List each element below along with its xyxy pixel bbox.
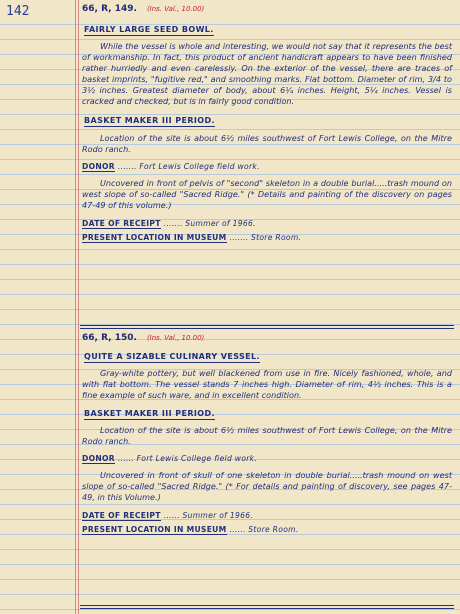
entry-divider — [80, 325, 454, 329]
margin-line — [75, 0, 79, 614]
entry-location: Location of the site is about 6½ miles southwest of Fort Lewis College, on the Mitre Rodo ranch. — [82, 133, 452, 154]
present-location-value: Store Room. — [250, 233, 302, 242]
present-location-value: Store Room. — [248, 525, 299, 534]
entry-discovery: Uncovered in front of pelvis of "second" skeleton in a double burial.....trash mound on west slope of so-called "Sacred Ridge." (* Details and painting of the discovery on pages 47-49 of this volume.) — [82, 178, 452, 210]
page-number: 142 — [6, 4, 30, 19]
receipt-row: DATE OF RECEIPT ....... Summer of 1966. — [82, 219, 256, 228]
donor-row: DONOR ...... Fort Lewis College field work. — [82, 454, 258, 463]
receipt-value: Summer of 1966. — [185, 219, 256, 228]
catalog-header — [82, 4, 452, 15]
receipt-label: DATE OF RECEIPT — [82, 219, 161, 228]
entry-period: BASKET MAKER III PERIOD. — [84, 116, 215, 125]
insured-valuation: (Ins. Val., 10.00) — [146, 334, 205, 342]
donor-value: Fort Lewis College field work. — [139, 162, 260, 171]
donor-label: DONOR — [82, 454, 115, 463]
donor-value: Fort Lewis College field work. — [136, 454, 258, 463]
insured-valuation: (Ins. Val., 10.00) — [146, 5, 205, 13]
receipt-row: DATE OF RECEIPT ...... Summer of 1966. — [82, 511, 254, 520]
present-location-row: PRESENT LOCATION IN MUSEUM ...... Store Room. — [82, 525, 299, 534]
present-location-label: PRESENT LOCATION IN MUSEUM — [82, 525, 227, 534]
page-bottom-rule — [80, 605, 454, 609]
receipt-value: Summer of 1966. — [182, 511, 254, 520]
donor-row: DONOR ....... Fort Lewis College field work. — [82, 162, 260, 171]
catalog-header — [82, 333, 452, 344]
entry-title: QUITE A SIZABLE CULINARY VESSEL. — [84, 352, 260, 361]
entry-location: Location of the site is about 6½ miles southwest of Fort Lewis College, on the Mitre Rodo ranch. — [82, 425, 452, 446]
receipt-label: DATE OF RECEIPT — [82, 511, 161, 520]
catalog-entry — [82, 4, 452, 243]
donor-label: DONOR — [82, 162, 115, 171]
present-location-row: PRESENT LOCATION IN MUSEUM ....... Store Room. — [82, 233, 302, 242]
ledger-content — [82, 0, 452, 614]
catalog-number: 66, R, 150. — [82, 333, 137, 343]
catalog-entry — [82, 333, 452, 535]
catalog-number: 66, R, 149. — [82, 4, 137, 14]
entry-description: While the vessel is whole and interesting, we would not say that it represents the best of workmanship. In fact, this product of ancient handicraft appears to have been finished rather hurriedly and even carelessly. On the exterior of the vessel, there are traces of basket imprints, "fugitive red," and smoothing marks. Flat bottom. Diameter of rim, 3/4 to 3½ inches. Greatest diameter of body, about 6¼ inches. Height, 5¼ inches. Vessel is cracked and checked, but is in fairly good condition. — [82, 41, 452, 106]
entry-title: FAIRLY LARGE SEED BOWL. — [84, 25, 214, 34]
entry-discovery: Uncovered in front of skull of one skeleton in double burial.....trash mound on west slope of so-called "Sacred Ridge." (* For details and painting of discovery, see pages 47-49, in this Volume.) — [82, 470, 452, 502]
present-location-label: PRESENT LOCATION IN MUSEUM — [82, 233, 227, 242]
entry-description: Gray-white pottery, but well blackened from use in fire. Nicely fashioned, whole, and with flat bottom. The vessel stands 7 inches high. Diameter of rim, 4½ inches. This is a fine example of such ware, and in excellent condition. — [82, 368, 452, 400]
entry-period: BASKET MAKER III PERIOD. — [84, 409, 215, 418]
